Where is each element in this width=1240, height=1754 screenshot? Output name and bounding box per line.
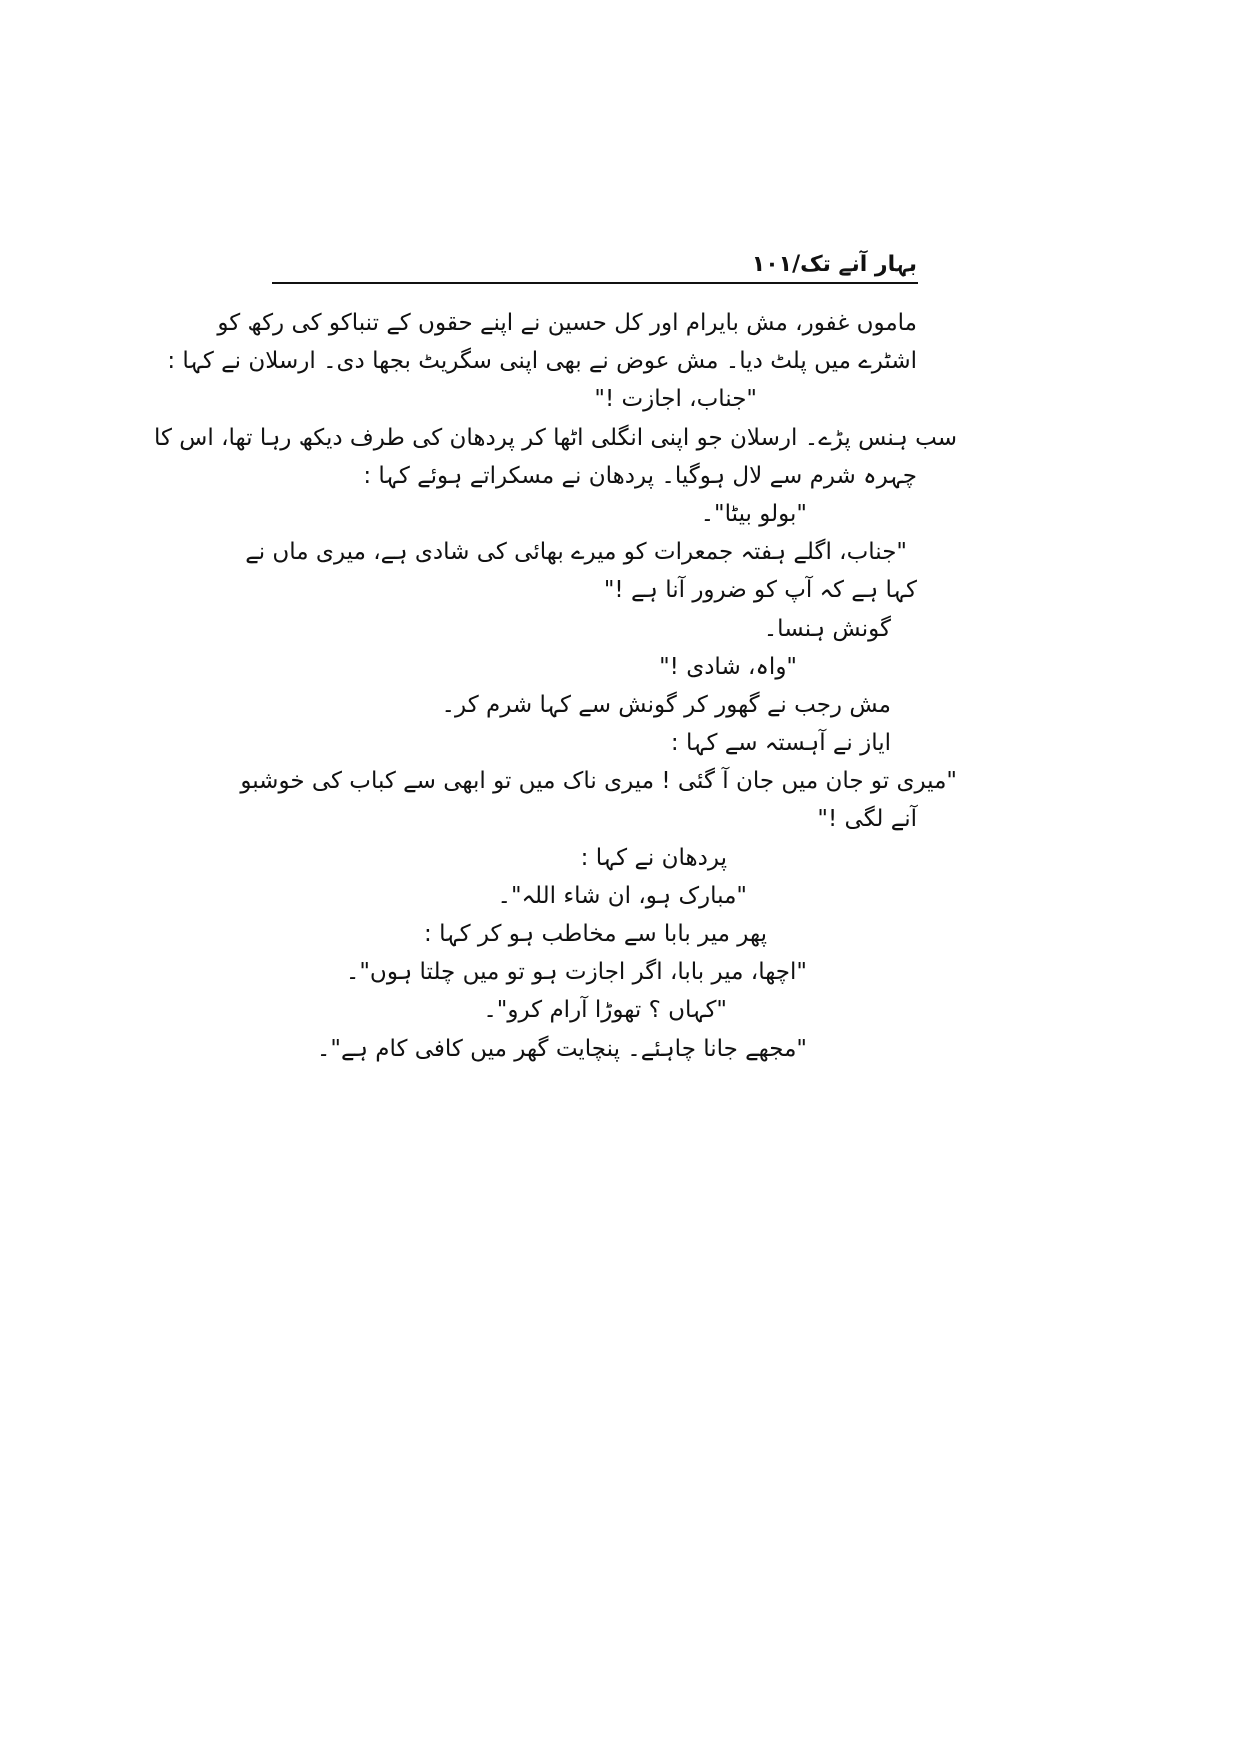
running-header <box>272 250 917 280</box>
text-line: مش رجب نے گھور کر گونش سے کہا شرم کر۔ <box>441 691 891 718</box>
text-line: "مبارک ہو، ان شاء اللہ"۔ <box>497 882 747 909</box>
header-rule <box>272 282 918 284</box>
text-line: "مجھے جانا چاہئے۔ پنچایت گھر میں کافی کام ہے"۔ <box>316 1035 807 1062</box>
header-title: بہار آنے تک/۱۰۱ <box>751 252 917 277</box>
text-line: چہرہ شرم سے لال ہوگیا۔ پردھان نے مسکراتے ہوئے کہا : <box>363 462 917 489</box>
text-line: "کہاں ؟ تھوڑا آرام کرو"۔ <box>483 997 727 1024</box>
text-line: "جناب، اگلے ہفتہ جمعرات کو میرے بھائی کی شادی ہے، میری ماں نے <box>245 539 907 566</box>
text-line: پردھان نے کہا : <box>580 844 727 871</box>
text-line: اشٹرے میں پلٹ دیا۔ مش عوض نے بھی اپنی سگریٹ بجھا دی۔ ارسلان نے کہا : <box>167 348 917 375</box>
text-line: "جناب، اجازت !" <box>594 386 757 413</box>
body-text <box>154 304 957 1068</box>
text-line: "بولو بیٹا"۔ <box>700 500 807 527</box>
text-line: آنے لگی !" <box>817 806 917 833</box>
text-line: "واہ، شادی !" <box>659 653 797 680</box>
text-line: سب ہنس پڑے۔ ارسلان جو اپنی انگلی اٹھا کر پردھان کی طرف دیکھ رہا تھا، اس کا <box>154 424 957 451</box>
text-line: ماموں غفور، مش بایرام اور کل حسین نے اپنے حقوں کے تنباکو کی رکھ کو <box>217 310 917 336</box>
text-line: گونش ہنسا۔ <box>763 615 891 642</box>
text-line: ایاز نے آہستہ سے کہا : <box>670 730 891 757</box>
text-line: پھر میر بابا سے مخاطب ہو کر کہا : <box>424 921 767 947</box>
text-line: "میری تو جان میں جان آ گئی ! میری ناک میں تو ابھی سے کباب کی خوشبو <box>240 768 957 795</box>
text-line: کہا ہے کہ آپ کو ضرور آنا ہے !" <box>603 577 917 604</box>
text-line: "اچھا، میر بابا، اگر اجازت ہو تو میں چلتا ہوں"۔ <box>345 959 807 986</box>
